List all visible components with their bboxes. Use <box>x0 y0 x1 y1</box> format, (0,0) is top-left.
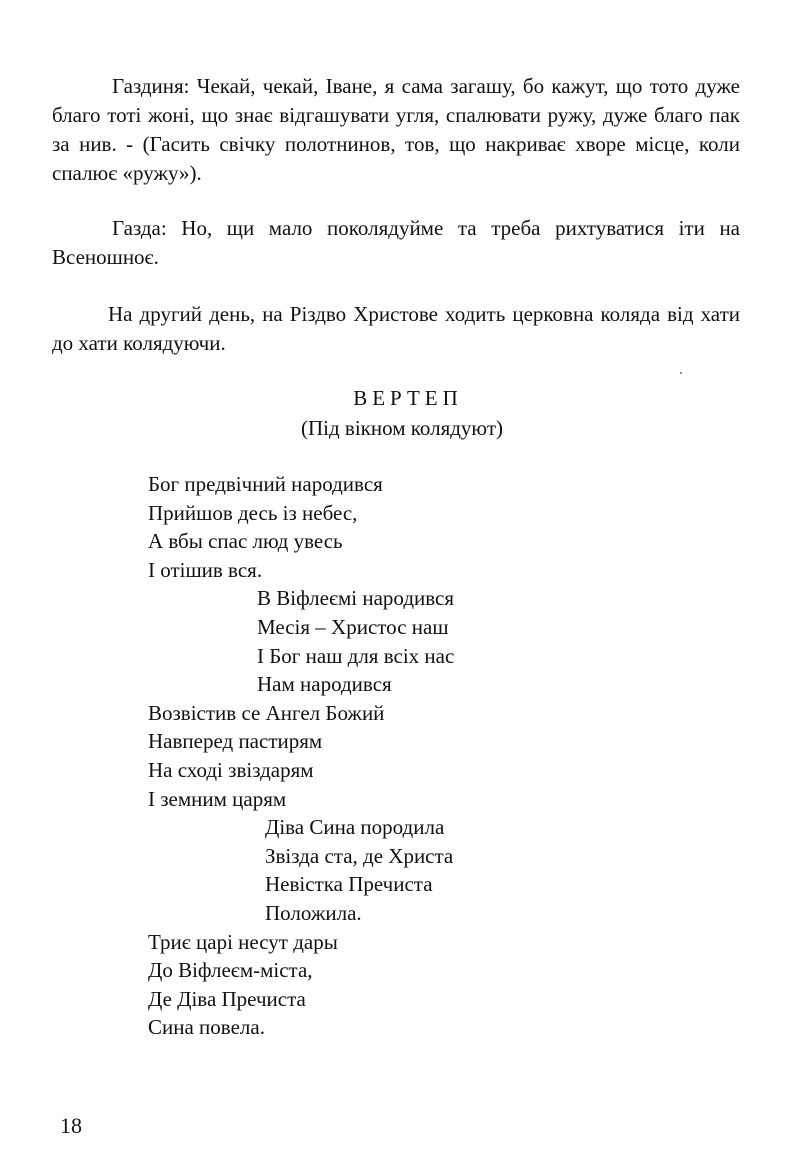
poem-line: Сина повела. <box>148 1015 265 1040</box>
poem-line: Прийшов десь із небес, <box>148 500 358 525</box>
poem-line: Месія – Христос наш <box>257 614 449 639</box>
section-title: ВЕРТЕП <box>353 386 463 410</box>
poem-line: І отішив вся. <box>148 557 263 582</box>
poem-line: На сході звіздарям <box>148 757 314 782</box>
poem-line: Діва Сина породила <box>265 815 445 840</box>
poem-line: Навперед пастирям <box>148 729 323 754</box>
poem-line: А вбы спас люд увесь <box>148 529 343 554</box>
poem-line: Нам народився <box>257 672 392 697</box>
paragraph-rizdvo: На другий день, на Різдво Христове ходить церковна коляда від хати до хати колядуючи. <box>52 302 740 355</box>
poem-line: В Віфлеємі народився <box>257 586 455 611</box>
section-subtitle: (Під вікном колядуют) <box>300 416 504 440</box>
poem-line: Де Діва Пречиста <box>148 986 306 1011</box>
poem-line: І Бог наш для всіх нас <box>257 643 455 668</box>
poem-line: Бог предвічний народився <box>148 472 383 496</box>
page-number: 18 <box>60 1113 82 1138</box>
print-speck <box>680 372 682 374</box>
poem-line: І земним царям <box>148 786 287 811</box>
poem-line: Невістка Пречиста <box>265 872 433 897</box>
poem-line: Звізда ста, де Христа <box>265 843 454 868</box>
poem-line: Положила. <box>265 900 362 925</box>
poem-line: До Віфлеєм-міста, <box>148 958 313 983</box>
poem-block <box>0 470 804 1042</box>
poem-line: Триє царі несут дары <box>148 929 338 954</box>
poem-line: Возвістив се Ангел Божий <box>148 700 385 725</box>
paragraph-gazdynia: Газдиня: Чекай, чекай, Іване, я сама загашу, бо кажут, що тото дуже благо тоті жоні, що знає відгашувати угля, спалювати ружу, дуже благо пак за нив. - (Гасить свічку полотнинов, тов, що накриває хворе місце, коли спалює «ружу»). <box>52 74 740 185</box>
paragraph-gazda: Газда: Но, щи мало поколядуйме та треба рихтуватися іти на Всеношноє. <box>52 216 740 269</box>
